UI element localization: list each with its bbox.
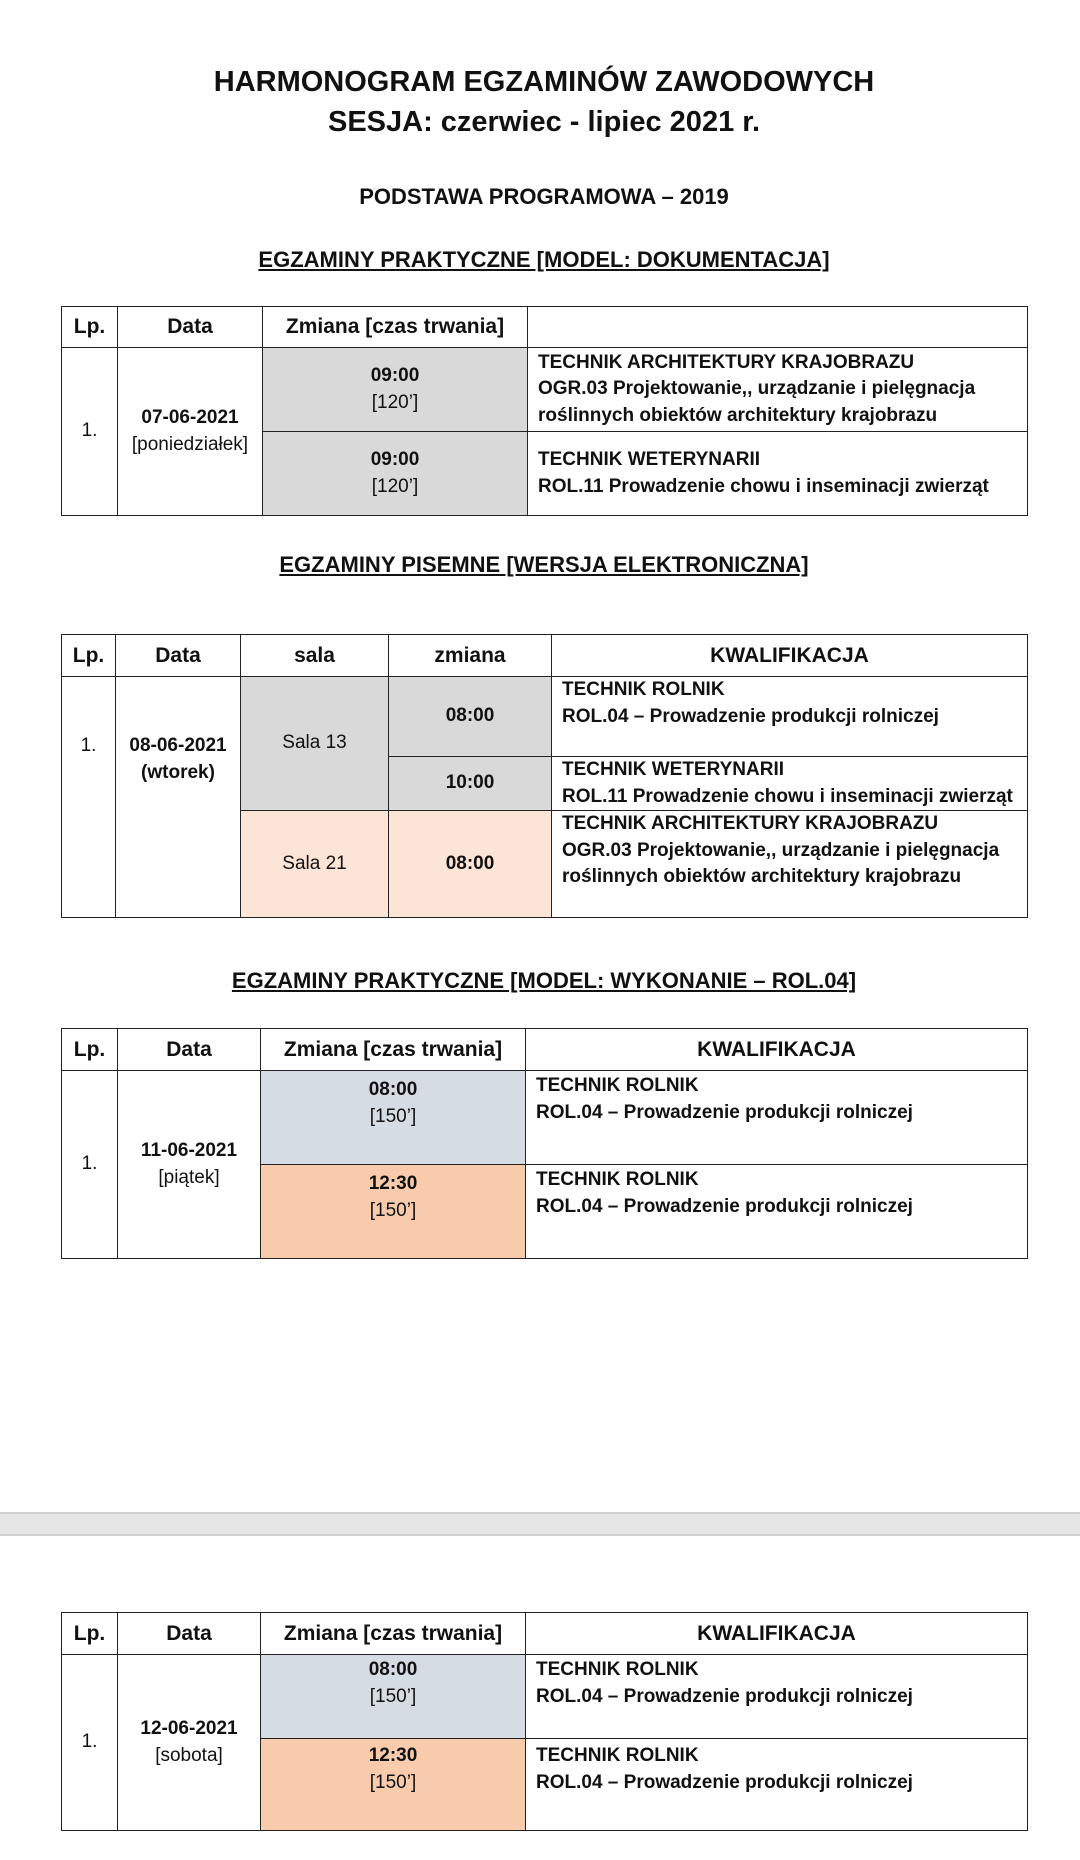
col-header-lp: Lp. [62,635,116,677]
profession-name: TECHNIK ROLNIK [562,679,725,700]
shift-cell [263,432,528,516]
qualification-cell [526,1165,1028,1259]
exam-date: 08-06-2021 [129,735,227,756]
col-header-date: Data [118,1029,261,1071]
table-row [62,348,1028,432]
exam-date: 12-06-2021 [140,1717,238,1739]
table-header-row [62,1613,1028,1655]
qualification-cell [552,677,1028,757]
exam-day: [sobota] [155,1744,223,1766]
profession-name: TECHNIK WETERYNARII [562,759,785,780]
shift-duration: [150’] [369,1771,417,1793]
profession-name: TECHNIK ROLNIK [536,1169,699,1190]
qualification-name: ROL.04 – Prowadzenie produkcji rolniczej [536,1771,913,1793]
col-header-qualification: KWALIFIKACJA [526,1029,1028,1071]
shift-time: 09:00 [370,448,420,470]
col-header-empty [528,307,1028,348]
qualification-name: OGR.03 Projektowanie,, urządzanie i pielęgnacja roślinnych obiektów architektury krajobrazu [562,839,1000,888]
exam-date-cell [118,1071,261,1259]
section-heading-practical-execution: EGZAMINY PRAKTYCZNE [MODEL: WYKONANIE – ROL.04] [231,968,857,993]
shift-time: 09:00 [370,364,420,386]
qualification-cell [528,348,1028,432]
qualification-name: ROL.04 – Prowadzenie produkcji rolniczej [536,1195,913,1217]
col-header-date: Data [116,635,241,677]
col-header-shift: Zmiana [czas trwania] [261,1613,526,1655]
page-separator [0,1512,1080,1536]
shift-time: 10:00 [389,757,552,811]
profession-name: TECHNIK ARCHITEKTURY KRAJOBRAZU [562,813,939,835]
col-header-lp: Lp. [62,1029,118,1071]
shift-duration: [150’] [369,1685,417,1707]
profession-name: TECHNIK ARCHITEKTURY KRAJOBRAZU [538,351,915,373]
shift-cell [261,1739,526,1831]
shift-cell [261,1071,526,1165]
row-number: 1. [62,1071,118,1259]
qualification-name: ROL.11 Prowadzenie chowu i inseminacji zwierząt [538,475,989,497]
col-header-shift: Zmiana [czas trwania] [261,1029,526,1071]
table-header-row [62,1029,1028,1071]
shift-time: 08:00 [368,1659,418,1680]
table-header-row [62,635,1028,677]
exam-date-cell [118,1655,261,1831]
shift-time: 08:00 [389,811,552,918]
qualification-cell [552,811,1028,918]
table-row [62,677,1028,757]
table-practical-documentation [61,306,1028,516]
qualification-cell [552,757,1028,811]
table-practical-execution [61,1028,1028,1259]
col-header-lp: Lp. [62,1613,118,1655]
qualification-cell [526,1739,1028,1831]
room-cell: Sala 13 [241,677,389,811]
qualification-name: OGR.03 Projektowanie,, urządzanie i pielęgnacja roślinnych obiektów architektury krajobrazu [538,378,976,426]
exam-date: 11-06-2021 [140,1139,238,1161]
exam-day: (wtorek) [141,761,215,783]
qualification-name: ROL.11 Prowadzenie chowu i inseminacji zwierząt [562,785,1013,807]
profession-name: TECHNIK ROLNIK [536,1075,699,1096]
shift-duration: [150’] [369,1199,417,1221]
row-number: 1. [62,348,118,516]
col-header-qualification: KWALIFIKACJA [552,635,1028,677]
shift-time: 08:00 [389,677,552,757]
shift-time: 08:00 [368,1079,418,1100]
qualification-name: ROL.04 – Prowadzenie produkcji rolniczej [536,1685,913,1707]
shift-time: 12:30 [368,1173,418,1194]
section-heading-practical-documentation: EGZAMINY PRAKTYCZNE [MODEL: DOKUMENTACJA] [258,247,830,272]
profession-name: TECHNIK ROLNIK [536,1745,699,1766]
exam-date-cell [118,348,263,516]
col-header-qualification: KWALIFIKACJA [526,1613,1028,1655]
shift-duration: [120’] [371,475,419,497]
qualification-cell [528,432,1028,516]
qualification-cell [526,1071,1028,1165]
exam-date: 07-06-2021 [141,406,239,428]
col-header-lp: Lp. [62,307,118,348]
col-header-shift: Zmiana [czas trwania] [263,307,528,348]
shift-duration: [150’] [369,1105,417,1127]
qualification-name: ROL.04 – Prowadzenie produkcji rolniczej [536,1101,913,1123]
page-2 [0,1536,1080,1860]
shift-duration: [120’] [371,391,419,413]
qualification-cell [526,1655,1028,1739]
exam-day: [poniedziałek] [131,433,249,455]
document-title: HARMONOGRAM EGZAMINÓW ZAWODOWYCH [213,66,875,98]
exam-day: [piątek] [158,1166,220,1188]
section-heading-written-electronic: EGZAMINY PISEMNE [WERSJA ELEKTRONICZNA] [279,552,809,577]
shift-time: 12:30 [368,1745,418,1766]
profession-name: TECHNIK ROLNIK [536,1659,699,1680]
program-basis: PODSTAWA PROGRAMOWA – 2019 [359,184,729,209]
table-header-row [62,307,1028,348]
col-header-date: Data [118,307,263,348]
exam-date-cell [116,677,241,918]
shift-cell [261,1165,526,1259]
row-number: 1. [62,1655,118,1831]
col-header-date: Data [118,1613,261,1655]
col-header-shift: zmiana [389,635,552,677]
table-row [62,1655,1028,1739]
table-row [62,1071,1028,1165]
table-practical-execution-saturday [61,1612,1028,1831]
table-written-electronic [61,634,1028,918]
room-cell: Sala 21 [241,811,389,918]
session-title: SESJA: czerwiec - lipiec 2021 r. [327,106,760,138]
qualification-name: ROL.04 – Prowadzenie produkcji rolniczej [562,705,939,727]
row-number: 1. [62,677,116,918]
shift-cell [263,348,528,432]
col-header-room: sala [241,635,389,677]
shift-cell [261,1655,526,1739]
profession-name: TECHNIK WETERYNARII [538,448,761,470]
